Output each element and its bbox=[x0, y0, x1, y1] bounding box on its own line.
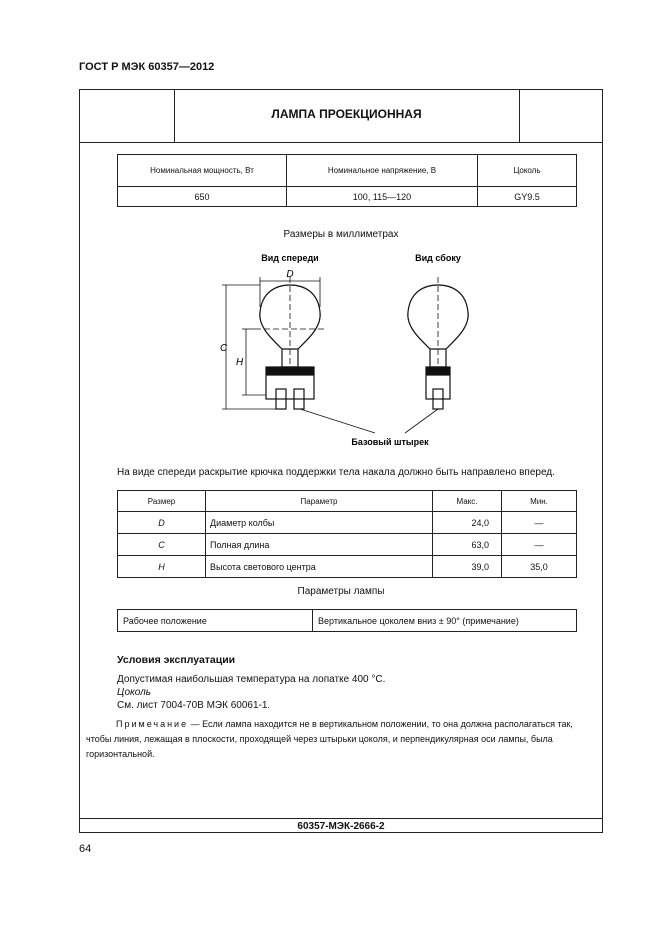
power-value: 650 bbox=[118, 187, 287, 207]
c-dim-label: C bbox=[220, 343, 228, 354]
dim-header-max: Макс. bbox=[433, 491, 502, 512]
sheet-title: ЛАМПА ПРОЕКЦИОННАЯ bbox=[271, 107, 422, 121]
orientation-note: На виде спереди раскрытие крючка поддержки тела накала должно быть направлено вперед. bbox=[117, 467, 555, 478]
front-view-label: Вид спереди bbox=[261, 253, 319, 263]
dimensions-table bbox=[117, 490, 577, 578]
dim-code: H bbox=[118, 556, 206, 578]
note-text: — Если лампа находится не в вертикальном положении, то она должна располагаться так, чтобы линия, лежащая в плоскости, проходящей через штырьки цоколя, и перпендикулярная оси лампы, была горизонтальной. bbox=[86, 719, 573, 759]
d-dim-label: D bbox=[286, 269, 294, 280]
base-value: GY9.5 bbox=[478, 187, 577, 207]
temperature-text: Допустимая наибольшая температура на лопатке 400 °С. bbox=[117, 674, 386, 685]
side-view-outline bbox=[408, 277, 468, 409]
base-reference: См. лист 7004-70В МЭК 60061-1. bbox=[117, 700, 271, 711]
title-right-cell bbox=[519, 90, 603, 142]
dim-min: — bbox=[502, 534, 577, 556]
params-table bbox=[117, 609, 577, 632]
dim-min: — bbox=[502, 512, 577, 534]
page-number: 64 bbox=[79, 843, 92, 855]
dims-caption: Размеры в миллиметрах bbox=[283, 229, 399, 240]
dim-max: 63,0 bbox=[433, 534, 502, 556]
dim-min: 35,0 bbox=[502, 556, 577, 578]
base-heading: Цоколь bbox=[117, 687, 152, 698]
params-caption: Параметры лампы bbox=[297, 586, 385, 597]
footer-divider bbox=[80, 818, 602, 819]
standard-header: ГОСТ Р МЭК 60357—2012 bbox=[79, 61, 215, 73]
dim-param: Полная длина bbox=[206, 534, 433, 556]
pin-label: Базовый штырек bbox=[351, 437, 429, 447]
dim-max: 39,0 bbox=[433, 556, 502, 578]
h-dim-label: H bbox=[236, 357, 244, 368]
table-row bbox=[118, 512, 577, 534]
lamp-drawing bbox=[210, 247, 490, 457]
front-view-outline bbox=[255, 277, 325, 409]
operating-position-value: Вертикальное цоколем вниз ± 90° (примечание) bbox=[313, 610, 577, 632]
title-block bbox=[80, 90, 602, 143]
conditions-heading: Условия эксплуатации bbox=[117, 654, 236, 666]
table-row bbox=[118, 534, 577, 556]
dim-param: Диаметр колбы bbox=[206, 512, 433, 534]
dim-param: Высота светового центра bbox=[206, 556, 433, 578]
dim-code: D bbox=[118, 512, 206, 534]
title-left-cell bbox=[80, 90, 175, 142]
note-prefix: Примечание bbox=[116, 719, 189, 729]
dim-header-min: Мин. bbox=[502, 491, 577, 512]
voltage-header: Номинальное напряжение, В bbox=[287, 155, 478, 187]
operating-position-label: Рабочее положение bbox=[118, 610, 313, 632]
dim-max: 24,0 bbox=[433, 512, 502, 534]
dim-code: C bbox=[118, 534, 206, 556]
dim-header-param: Параметр bbox=[206, 491, 433, 512]
side-view-label: Вид сбоку bbox=[415, 253, 461, 263]
table-row bbox=[118, 556, 577, 578]
sheet-frame bbox=[79, 89, 603, 833]
power-header: Номинальная мощность, Вт bbox=[118, 155, 287, 187]
base-header: Цоколь bbox=[478, 155, 577, 187]
note-paragraph bbox=[86, 717, 600, 762]
dim-header-size: Размер bbox=[118, 491, 206, 512]
rating-table bbox=[117, 154, 577, 207]
footer-code: 60357-МЭК-2666-2 bbox=[297, 821, 385, 832]
voltage-value: 100, 115—120 bbox=[287, 187, 478, 207]
